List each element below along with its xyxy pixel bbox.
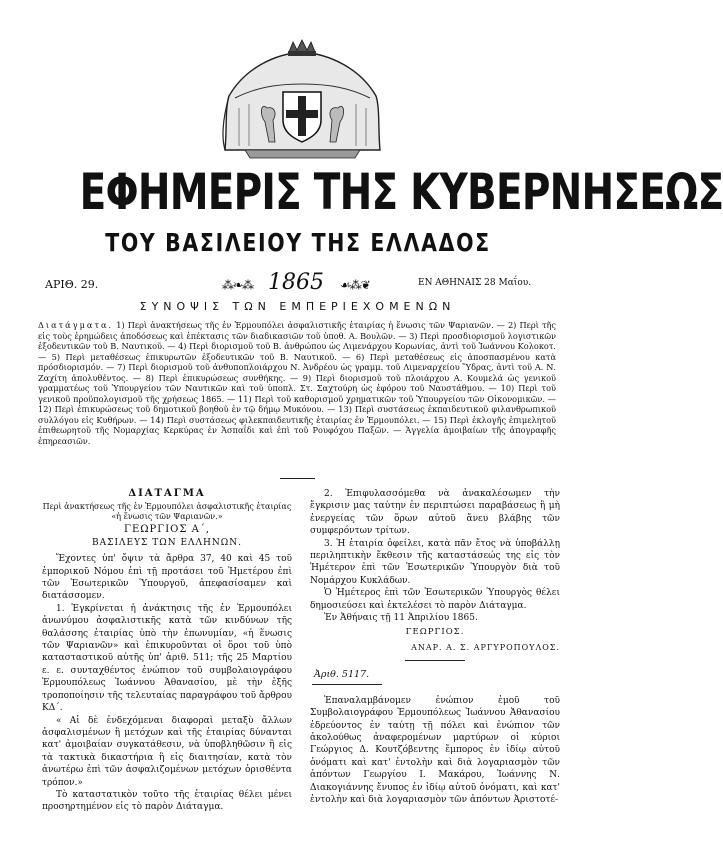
deed-number-underline [312, 684, 382, 685]
royal-coat-of-arms [215, 38, 390, 163]
issue-line [0, 268, 595, 294]
decree-execution: Ὁ Ἡμέτερος ἐπὶ τῶν Ἐσωτερικῶν Ὑπουργὸς θέλει δημοσιεύσει καὶ ἐκτελέσει τὸ παρὸν Διάταγμα. [310, 588, 560, 611]
minister-signature: ΑΝΑΡ. Α. Σ. ΑΡΓΥΡΟΠΟΥΛΟΣ. [411, 642, 560, 652]
contents-lead: Διατάγματα. [38, 320, 114, 330]
decree-article-3: 3. Ἡ ἑταιρία ὀφείλει, κατὰ πᾶν ἔτος νὰ ὑποβάλλῃ περιληπτικὴν ἔκθεσιν τῆς καταστάσεώς της εἰς τὸν Ἡμέτερον ἐπὶ τῶν Ἐσωτερικῶν Ὑπουργὸν διὰ τοῦ Νομάρχου Κυκλάδων. [310, 538, 560, 586]
decree-article-2: 2. Ἐπιφυλασσόμεθα νὰ ἀνακαλέσωμεν τὴν ἔγκρισιν μας ταύτην ἐν περιπτώσει παραβάσεως ἢ μὴ ἐνεργείας τῶν ὅρων αὐτοῦ ἄνευ βλάβης τῶν συμφερόντων τρίτων. [310, 489, 560, 537]
king-name: ΓΕΩΡΓΙΟΣ Α΄, [124, 524, 210, 536]
decree-article-1: 1. Ἐγκρίνεται ἡ ἀνάκτησις τῆς ἐν Ἑρμουπόλει ἀνωνύμου ἀσφαλιστικῆς κατὰ τῶν κινδύνων τῆς θαλάσσης ἑταιρίας ὑπὸ τὴν ἐπωνυμίαν, «ἡ ἕνωσις τῶν Ψαριανῶν» καὶ ἐπικυροῦνται οἱ ὅροι τοῦ ὑπὸ κατασταστικοῦ αὐτῆς ὑπ' ἀριθ. 511; τῆς 25 Μαρτίου ε. ε. συνταχθέντος ἐνώπιον τοῦ συμβολαιογράφου Ἑρμουπόλεως Ἰωάννου Ἀθανασίου, μὲ τὴν ἑξῆς τροποποίησιν τῆς τελευταίας παραγράφου τοῦ ἄρθρου ΚΔ΄. [42, 603, 292, 714]
deed-number: Ἀριθ. 5117. [314, 669, 370, 681]
ornament-right-icon: ☙⁂❦ [340, 278, 370, 292]
decree-quoted-clause: « Αἱ δὲ ἐνδεχόμεναι διαφοραὶ μεταξὺ ἄλλων ἀσφαλισμένων ἢ μετόχων καὶ τῆς ἑταιρίας δύνανται κατ' ἀμοιβαίαν συγκατάθεσιν, νὰ ὑποβληθῶσιν ἢ εἰς τὰ τακτικὰ δικαστήρια ἢ εἰς διαιτησίαν, κατὰ τὸν ἀνωτέρω ἐπὶ τῶν ἀσφαλιζομένων μετόχων ὁρισθέντα τρόπον.» [42, 715, 292, 788]
contents-summary [38, 320, 556, 446]
king-title: ΒΑΣΙΛΕΥΣ ΤΩΝ ΕΛΛΗΝΩΝ. [92, 537, 242, 548]
contents-heading: ΣΥΝΟΨΙΣ ΤΩΝ ΕΜΠΕΡΙΕΧΟΜΕΝΩΝ [139, 300, 456, 313]
decree-date: Ἐν Ἀθήναις τῇ 11 Ἀπριλίου 1865. [324, 613, 478, 624]
right-column [310, 488, 560, 806]
contents-text: 1) Περὶ ἀνακτήσεως τῆς ἐν Ἑρμουπόλει ἀσφαλιστικῆς ἑταιρίας ἡ ἕνωσις τῶν Ψαριανῶν. — 2) Περὶ τῆς εἰς τοὺς ἐρημώδεις ἀποδόσεως καὶ ἐπέκτασις τῶν διαδικασιῶν τοῦ ὑποθ. Α. Βουλῶν. — 3) Περὶ προσδιορισμοῦ λογιστικῶν ἐξοδευτικῶν τοῦ Β. Ναυτικοῦ. — 4) Περὶ διορισμοῦ τοῦ Β. ἀνθρώπου ὡς Λιμενάρχου Κορωνίας, ἀντὶ τοῦ Ἰωάννου Κολοκοτ. — 5) Περὶ μεταθέσεως ἐπικυρωτῶν ἐξοδευτικῶν τοῦ Β. Ναυτικοῦ. — 6) Περὶ μεταθέσεως εἰς ἀποσπασμένου κατὰ πρόσδιορισμόν. — 7) Περὶ διορισμοῦ τοῦ ἀνθυποπλοιάρχου Ν. Ἀνδρέου ὡς γραμμ. τοῦ Λιμεναρχείου Ὕδρας, ἀντὶ τοῦ Α. Ν. Ζαχίτη ἀπολυθέντος. — 8) Περὶ ἐπικυρώσεως συνθήκης. — 9) Περὶ διορισμοῦ τοῦ πλοιάρχου Α. Κουμελά ὡς γενικοῦ γραμματέως τοῦ Ὑπουργείου τῶν Ναυτικῶν καὶ τοῦ ὑποπλ. Στ. Σαχτούρη ὡς ἐφόρου τοῦ Ναυστάθμου. — 10) Περὶ τοῦ γενικοῦ προϋπολογισμοῦ τῆς χρήσεως 1865. — 11) Περὶ τοῦ καθορισμοῦ χρηματικῶν τοῦ Ὑπουργείου τῶν Οἰκονομικῶν. — 12) Περὶ ἐπικυρώσεως τοῦ δημοτικοῦ βοηθοῦ ἐν τῷ δήμῳ Μυκόνου. — 13) Περὶ συστάσεως ἐκπαιδευτικοῦ φιλανθρωπικοῦ συλλόγου εἰς Κυθήρων. — 14) Περὶ συστάσεως φιλεκπαιδευτικῆς ἑταιρίας ἐν Ἑρμουπόλει. — 15) Περὶ ἐκλογῆς ἐπιμελητοῦ ἐπιθεωρητοῦ τῆς Νομαρχίας Κερκύρας ἐν Ἀσπαΐδι καὶ ἐπὶ τοῦ Ρουφόχου Παξῶν. — Ἀγγελία ἀμοιβαίων τῆς ἀπογραφῆς ἐπηρεασιῶν. [38, 320, 556, 446]
decree-attachment-note: Τὸ καταστατικὸν τοῦτο τῆς ἑταιρίας θέλει μένει προσηρτημένον εἰς τὸ παρὸν Διάταγμα. [42, 789, 292, 813]
decree-title: ΔΙΑΤΑΓΜΑ [128, 488, 206, 499]
divider [405, 660, 465, 661]
king-signature: ΓΕΩΡΓΙΟΣ. [405, 627, 465, 638]
ornament-left-icon: ⁂❧⁂ [222, 278, 254, 292]
gazette-subtitle: ΤΟΥ ΒΑΣΙΛΕΙΟΥ ΤΗΣ ΕΛΛΑΔΟΣ [105, 228, 491, 257]
gazette-title: ΕΦΗΜΕΡΙΣ ΤΗΣ ΚΥΒΕΡΝΗΣΕΩΣ [79, 163, 723, 221]
left-column [42, 488, 292, 814]
section-divider [0, 478, 595, 480]
place-date: ΕΝ ΑΘΗΝΑΙΣ 28 Μαΐου. [418, 278, 532, 288]
decree-subject: Περὶ ἀνακτήσεως τῆς ἐν Ἑρμουπόλει ἀσφαλιστικῆς ἑταιρίας «ἡ ἕνωσις τῶν Ψαριανῶν.» [42, 502, 292, 522]
issue-year: 1865 [268, 270, 324, 295]
decree-preamble: Ἔχοντες ὑπ' ὄψιν τὰ ἄρθρα 37, 40 καὶ 45 τοῦ ἐμπορικοῦ Νόμου ἐπὶ τῇ προτάσει τοῦ Ἡμετέρου ἐπὶ τῶν Ἐσωτερικῶν Ὑπουργοῦ, ἀπεφασίσαμεν καὶ διατάσσομεν. [42, 554, 292, 602]
issue-number: ΑΡΙΘ. 29. [45, 278, 99, 291]
deed-text: Ἐπαναλαμβάνομεν ἐνώπιον ἐμοῦ τοῦ Συμβολαιογράφου Ἑρμουπόλεως Ἰωάννου Ἀθανασίου ἐδρεύοντος ἐν ταύτῃ τῇ πόλει καὶ ἐνώπιον τῶν ἀκολούθως ἀναφερομένων μαρτύρων οἱ κύριοι Γεώργιος Δ. Κουτζόβεντης ἔμπορος ἐν ἰδίῳ αὐτοῦ ὀνόματι καὶ κατ' ἐντολὴν καὶ διὰ λογαριασμὸν τῶν ἀπόντων Γεωργίου Ι. Μακάρου, Ἰωάννης Ν. Διακογιάννης ἔνυπος ἐν ἰδίῳ αὐτοῦ ὀνόματι, καὶ κατ' ἐντολὴν καὶ διὰ λογαριασμὸν τῶν ἀπόντων Ἀριστοτέ- [310, 695, 560, 805]
